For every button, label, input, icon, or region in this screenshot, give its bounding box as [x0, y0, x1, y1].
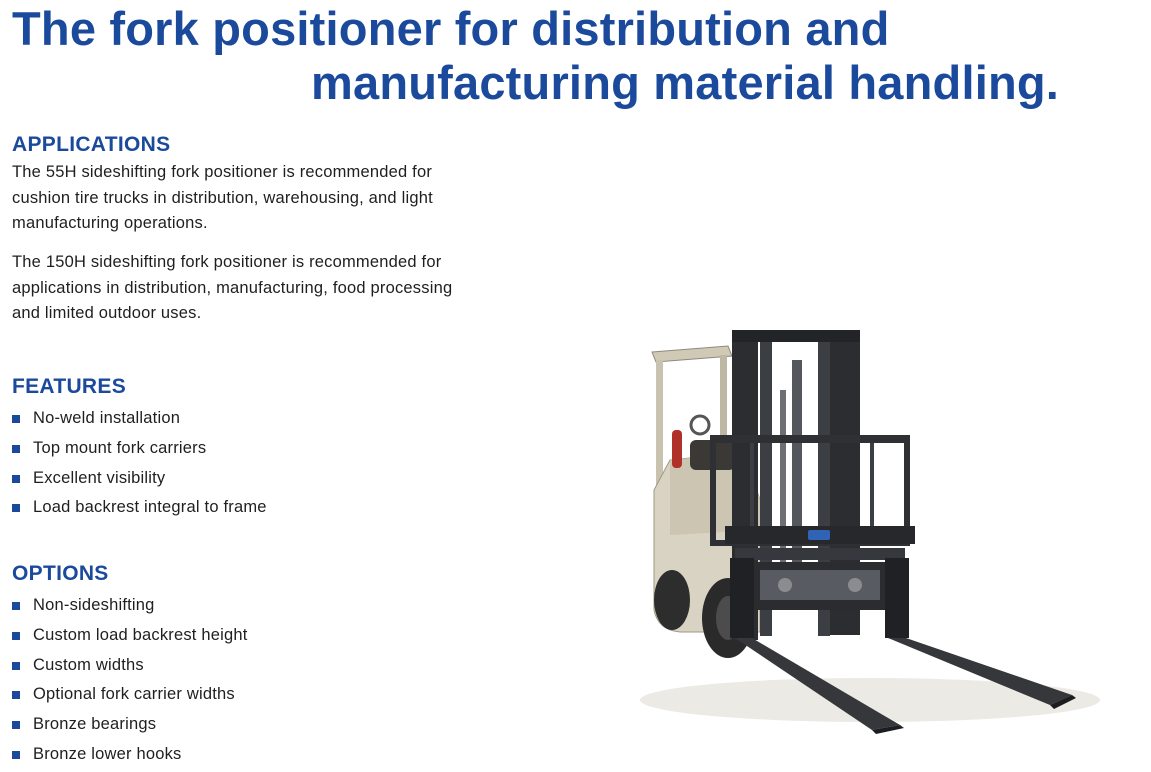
list-item-text: Load backrest integral to frame: [33, 498, 267, 517]
text-line: manufacturing operations.: [12, 214, 208, 232]
list-item-text: Top mount fork carriers: [33, 438, 207, 457]
applications-paragraph-2: [12, 250, 522, 327]
headline-line-2: manufacturing material handling.: [311, 56, 1060, 109]
list-item-text: Bronze bearings: [33, 715, 157, 734]
applications-paragraph-1: [12, 160, 522, 237]
list-item-text: Bronze lower hooks: [33, 744, 182, 763]
list-item-text: Non-sideshifting: [33, 596, 155, 614]
headline-line-1: The fork positioner for distribution and: [12, 2, 890, 55]
options-heading: OPTIONS: [12, 562, 109, 585]
square-bullet-icon: [12, 475, 20, 483]
forklift-image: [610, 300, 1110, 740]
text-line: The 55H sideshifting fork positioner is recommended for: [12, 163, 433, 181]
features-heading: FEATURES: [12, 375, 127, 398]
text-line: cushion tire trucks in distribution, warehousing, and light: [12, 188, 433, 207]
list-item-text: No-weld installation: [33, 409, 181, 427]
square-bullet-icon: [12, 751, 20, 759]
forklift-icon: [610, 300, 1110, 740]
square-bullet-icon: [12, 721, 20, 729]
text-line: The 150H sideshifting fork positioner is recommended for: [12, 253, 442, 271]
list-item-text: Custom load backrest height: [33, 625, 248, 644]
square-bullet-icon: [12, 691, 20, 699]
text-line: applications in distribution, manufacturing, food processing: [12, 278, 453, 297]
square-bullet-icon: [12, 415, 20, 423]
page-headline: [0, 0, 1151, 112]
square-bullet-icon: [12, 662, 20, 670]
square-bullet-icon: [12, 602, 20, 610]
square-bullet-icon: [12, 445, 20, 453]
text-line: and limited outdoor uses.: [12, 304, 202, 322]
square-bullet-icon: [12, 504, 20, 512]
list-item-text: Custom widths: [33, 655, 144, 674]
list-item-text: Optional fork carrier widths: [33, 685, 235, 704]
list-item-text: Excellent visibility: [33, 468, 166, 487]
square-bullet-icon: [12, 632, 20, 640]
applications-heading: APPLICATIONS: [12, 133, 171, 156]
